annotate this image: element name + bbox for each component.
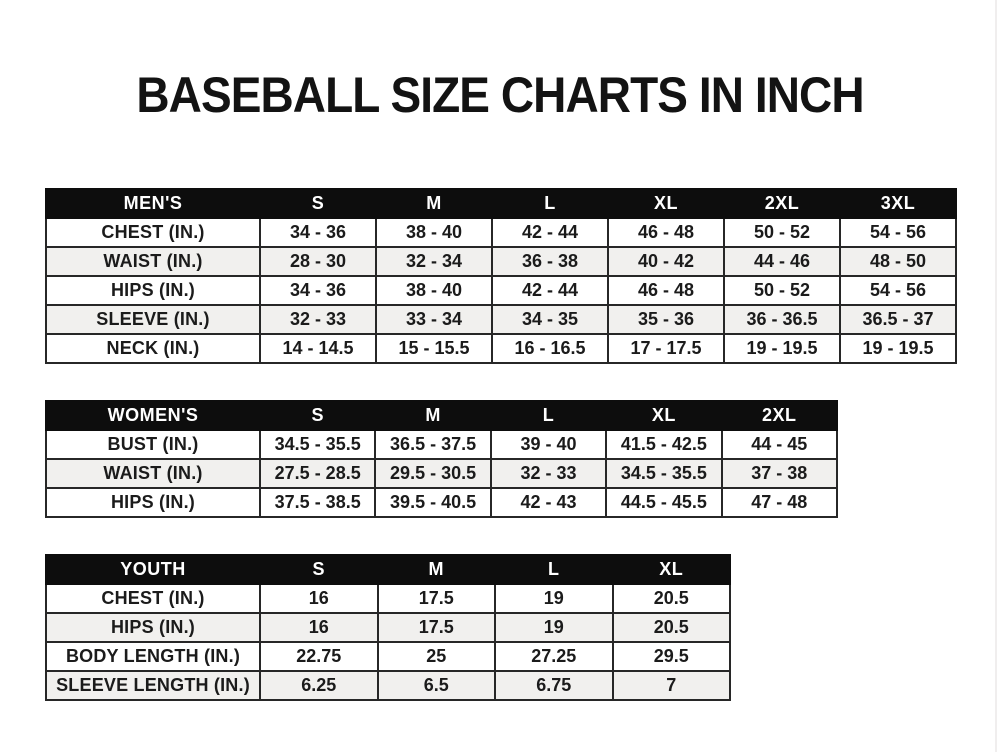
size-value-cell: 48 - 50 xyxy=(840,247,956,276)
measurement-label-cell: HIPS (IN.) xyxy=(46,276,260,305)
size-column-header: S xyxy=(260,401,375,430)
size-column-header: 2XL xyxy=(724,189,840,218)
size-column-header: L xyxy=(491,401,606,430)
size-column-header: S xyxy=(260,555,378,584)
size-value-cell: 17.5 xyxy=(378,584,496,613)
size-value-cell: 6.5 xyxy=(378,671,496,700)
size-column-header: L xyxy=(492,189,608,218)
size-value-cell: 16 xyxy=(260,613,378,642)
size-value-cell: 6.25 xyxy=(260,671,378,700)
size-value-cell: 16 - 16.5 xyxy=(492,334,608,363)
table-title-cell: MEN'S xyxy=(46,189,260,218)
size-value-cell: 7 xyxy=(613,671,731,700)
size-value-cell: 17 - 17.5 xyxy=(608,334,724,363)
size-value-cell: 34.5 - 35.5 xyxy=(606,459,721,488)
size-value-cell: 37.5 - 38.5 xyxy=(260,488,375,517)
size-value-cell: 44 - 46 xyxy=(724,247,840,276)
size-column-header: XL xyxy=(613,555,731,584)
size-value-cell: 36.5 - 37.5 xyxy=(375,430,490,459)
size-value-cell: 34 - 35 xyxy=(492,305,608,334)
table-row xyxy=(46,305,956,334)
size-value-cell: 40 - 42 xyxy=(608,247,724,276)
table-row xyxy=(46,218,956,247)
table-title-cell: YOUTH xyxy=(46,555,260,584)
size-value-cell: 25 xyxy=(378,642,496,671)
measurement-label-cell: WAIST (IN.) xyxy=(46,247,260,276)
womens-size-table xyxy=(45,400,838,518)
size-value-cell: 17.5 xyxy=(378,613,496,642)
measurement-label-cell: HIPS (IN.) xyxy=(46,488,260,517)
size-value-cell: 36.5 - 37 xyxy=(840,305,956,334)
mens-size-table xyxy=(45,188,957,364)
size-value-cell: 42 - 44 xyxy=(492,276,608,305)
size-value-cell: 27.5 - 28.5 xyxy=(260,459,375,488)
size-value-cell: 38 - 40 xyxy=(376,218,492,247)
size-value-cell: 54 - 56 xyxy=(840,218,956,247)
size-value-cell: 19 xyxy=(495,613,613,642)
youth-size-table xyxy=(45,554,731,701)
table-row xyxy=(46,488,837,517)
size-value-cell: 14 - 14.5 xyxy=(260,334,376,363)
measurement-label-cell: BUST (IN.) xyxy=(46,430,260,459)
size-value-cell: 54 - 56 xyxy=(840,276,956,305)
size-column-header: XL xyxy=(608,189,724,218)
size-value-cell: 42 - 44 xyxy=(492,218,608,247)
size-value-cell: 36 - 38 xyxy=(492,247,608,276)
size-column-header: M xyxy=(378,555,496,584)
page-title: BASEBALL SIZE CHARTS IN INCH xyxy=(136,67,864,123)
size-value-cell: 39.5 - 40.5 xyxy=(375,488,490,517)
size-value-cell: 47 - 48 xyxy=(722,488,837,517)
size-value-cell: 19 - 19.5 xyxy=(724,334,840,363)
size-value-cell: 34 - 36 xyxy=(260,276,376,305)
size-column-header: S xyxy=(260,189,376,218)
scan-edge-line xyxy=(995,0,997,752)
measurement-label-cell: SLEEVE LENGTH (IN.) xyxy=(46,671,260,700)
table-row xyxy=(46,276,956,305)
size-value-cell: 37 - 38 xyxy=(722,459,837,488)
size-value-cell: 29.5 xyxy=(613,642,731,671)
size-value-cell: 27.25 xyxy=(495,642,613,671)
size-value-cell: 32 - 33 xyxy=(491,459,606,488)
table-row xyxy=(46,671,730,700)
table-row xyxy=(46,459,837,488)
measurement-label-cell: BODY LENGTH (IN.) xyxy=(46,642,260,671)
table-row xyxy=(46,642,730,671)
size-value-cell: 50 - 52 xyxy=(724,218,840,247)
size-value-cell: 35 - 36 xyxy=(608,305,724,334)
table-row xyxy=(46,613,730,642)
size-column-header: 3XL xyxy=(840,189,956,218)
size-value-cell: 33 - 34 xyxy=(376,305,492,334)
measurement-label-cell: SLEEVE (IN.) xyxy=(46,305,260,334)
size-value-cell: 46 - 48 xyxy=(608,276,724,305)
size-value-cell: 34.5 - 35.5 xyxy=(260,430,375,459)
size-value-cell: 44 - 45 xyxy=(722,430,837,459)
size-value-cell: 29.5 - 30.5 xyxy=(375,459,490,488)
size-value-cell: 6.75 xyxy=(495,671,613,700)
size-value-cell: 34 - 36 xyxy=(260,218,376,247)
table-row xyxy=(46,247,956,276)
size-column-header: M xyxy=(375,401,490,430)
size-value-cell: 46 - 48 xyxy=(608,218,724,247)
size-value-cell: 19 xyxy=(495,584,613,613)
size-column-header: XL xyxy=(606,401,721,430)
size-value-cell: 41.5 - 42.5 xyxy=(606,430,721,459)
measurement-label-cell: CHEST (IN.) xyxy=(46,584,260,613)
size-value-cell: 16 xyxy=(260,584,378,613)
size-value-cell: 36 - 36.5 xyxy=(724,305,840,334)
size-value-cell: 28 - 30 xyxy=(260,247,376,276)
table-row xyxy=(46,430,837,459)
size-value-cell: 38 - 40 xyxy=(376,276,492,305)
header-row xyxy=(46,555,730,584)
header-row xyxy=(46,401,837,430)
size-value-cell: 42 - 43 xyxy=(491,488,606,517)
header-row xyxy=(46,189,956,218)
size-value-cell: 32 - 34 xyxy=(376,247,492,276)
size-column-header: M xyxy=(376,189,492,218)
measurement-label-cell: HIPS (IN.) xyxy=(46,613,260,642)
size-value-cell: 32 - 33 xyxy=(260,305,376,334)
measurement-label-cell: CHEST (IN.) xyxy=(46,218,260,247)
size-value-cell: 20.5 xyxy=(613,613,731,642)
size-value-cell: 22.75 xyxy=(260,642,378,671)
table-row xyxy=(46,334,956,363)
table-row xyxy=(46,584,730,613)
table-title-cell: WOMEN'S xyxy=(46,401,260,430)
size-value-cell: 20.5 xyxy=(613,584,731,613)
size-value-cell: 50 - 52 xyxy=(724,276,840,305)
measurement-label-cell: WAIST (IN.) xyxy=(46,459,260,488)
size-column-header: 2XL xyxy=(722,401,837,430)
size-value-cell: 39 - 40 xyxy=(491,430,606,459)
size-value-cell: 19 - 19.5 xyxy=(840,334,956,363)
size-column-header: L xyxy=(495,555,613,584)
size-value-cell: 15 - 15.5 xyxy=(376,334,492,363)
size-value-cell: 44.5 - 45.5 xyxy=(606,488,721,517)
measurement-label-cell: NECK (IN.) xyxy=(46,334,260,363)
